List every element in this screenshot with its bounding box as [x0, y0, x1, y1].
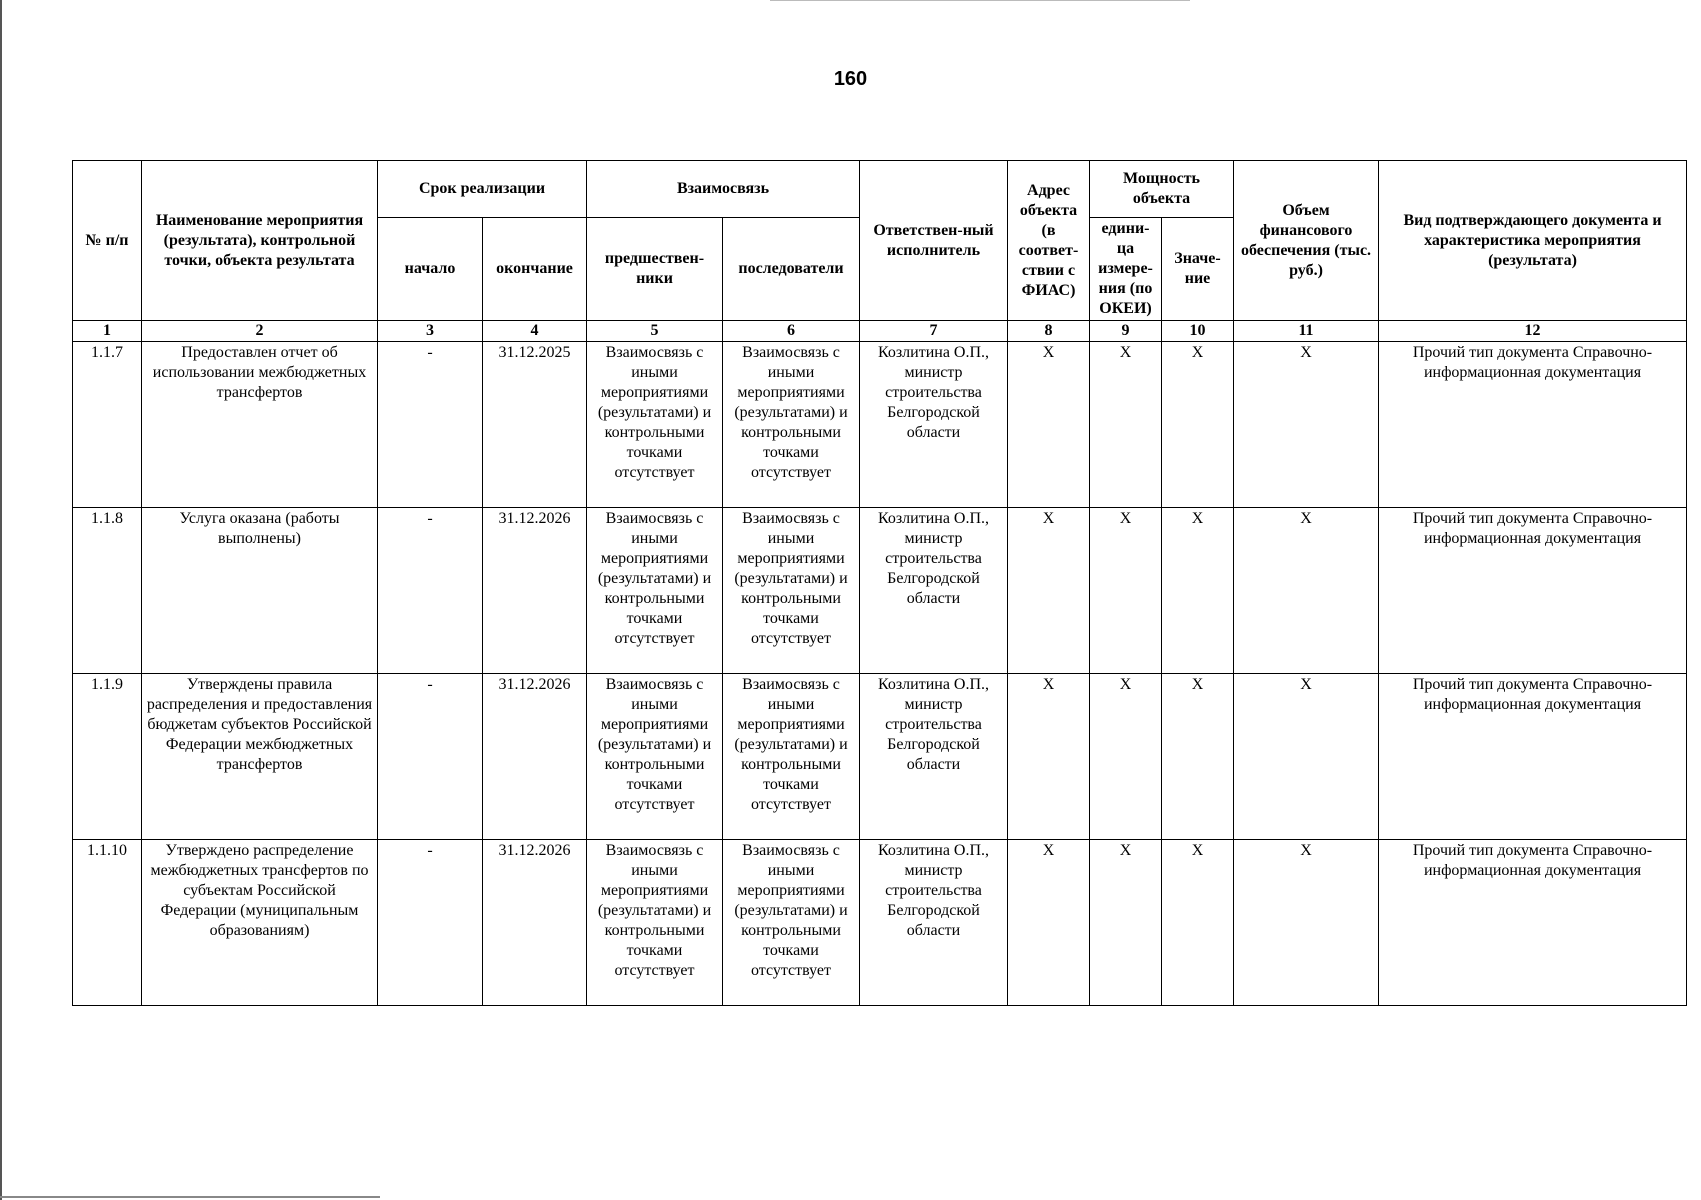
cell-name: Услуга оказана (работы выполнены) [142, 508, 378, 674]
cell-prev: Взаимосвязь с иными мероприятиями (результатами) и контрольными точками отсутствует [587, 342, 723, 508]
scan-edge-left [0, 0, 2, 1200]
cell-no: 1.1.9 [73, 674, 142, 840]
header-finance: Объем финансового обеспечения (тыс. руб.) [1234, 161, 1379, 321]
col-number: 5 [587, 321, 723, 342]
cell-unit: X [1090, 674, 1162, 840]
table-row [73, 342, 1687, 508]
cell-executor: Козлитина О.П., министр строительства Белгородской области [860, 674, 1008, 840]
cell-doc: Прочий тип документа Справочно-информационная документация [1379, 674, 1687, 840]
cell-value: X [1162, 674, 1234, 840]
cell-prev: Взаимосвязь с иными мероприятиями (результатами) и контрольными точками отсутствует [587, 674, 723, 840]
cell-start: - [378, 508, 483, 674]
cell-doc: Прочий тип документа Справочно-информационная документация [1379, 342, 1687, 508]
cell-next: Взаимосвязь с иными мероприятиями (результатами) и контрольными точками отсутствует [723, 840, 860, 1006]
cell-address: X [1008, 840, 1090, 1006]
cell-next: Взаимосвязь с иными мероприятиями (результатами) и контрольными точками отсутствует [723, 508, 860, 674]
header-capacity-group: Мощность объекта [1090, 161, 1234, 218]
col-number: 9 [1090, 321, 1162, 342]
cell-end: 31.12.2025 [483, 342, 587, 508]
cell-start: - [378, 342, 483, 508]
header-capacity-value: Значе-ние [1162, 218, 1234, 321]
header-term-end: окончание [483, 218, 587, 321]
cell-doc: Прочий тип документа Справочно-информационная документация [1379, 508, 1687, 674]
cell-unit: X [1090, 508, 1162, 674]
cell-start: - [378, 840, 483, 1006]
col-number: 6 [723, 321, 860, 342]
cell-value: X [1162, 840, 1234, 1006]
col-number: 1 [73, 321, 142, 342]
cell-unit: X [1090, 342, 1162, 508]
col-number: 4 [483, 321, 587, 342]
cell-no: 1.1.10 [73, 840, 142, 1006]
col-number: 2 [142, 321, 378, 342]
header-link-prev: предшествен-ники [587, 218, 723, 321]
col-number: 11 [1234, 321, 1379, 342]
col-number: 10 [1162, 321, 1234, 342]
header-term-start: начало [378, 218, 483, 321]
cell-doc: Прочий тип документа Справочно-информационная документация [1379, 840, 1687, 1006]
col-number: 3 [378, 321, 483, 342]
cell-start: - [378, 674, 483, 840]
table-row [73, 840, 1687, 1006]
cell-finance: X [1234, 840, 1379, 1006]
cell-executor: Козлитина О.П., министр строительства Белгородской области [860, 508, 1008, 674]
header-no: № п/п [73, 161, 142, 321]
cell-finance: X [1234, 342, 1379, 508]
cell-prev: Взаимосвязь с иными мероприятиями (результатами) и контрольными точками отсутствует [587, 840, 723, 1006]
col-number: 12 [1379, 321, 1687, 342]
cell-end: 31.12.2026 [483, 840, 587, 1006]
cell-name: Утверждены правила распределения и предоставления бюджетам субъектов Российской Федерации межбюджетных трансфертов [142, 674, 378, 840]
scan-edge-bottom [0, 1196, 380, 1198]
cell-end: 31.12.2026 [483, 674, 587, 840]
cell-address: X [1008, 342, 1090, 508]
column-number-row [73, 321, 1687, 342]
cell-next: Взаимосвязь с иными мероприятиями (результатами) и контрольными точками отсутствует [723, 674, 860, 840]
header-address: Адрес объекта (в соответ-ствии с ФИАС) [1008, 161, 1090, 321]
cell-next: Взаимосвязь с иными мероприятиями (результатами) и контрольными точками отсутствует [723, 342, 860, 508]
cell-executor: Козлитина О.П., министр строительства Белгородской области [860, 840, 1008, 1006]
header-term-group: Срок реализации [378, 161, 587, 218]
header-link-group: Взаимосвязь [587, 161, 860, 218]
col-number: 7 [860, 321, 1008, 342]
cell-finance: X [1234, 508, 1379, 674]
cell-finance: X [1234, 674, 1379, 840]
cell-value: X [1162, 342, 1234, 508]
header-row-1 [73, 161, 1687, 218]
cell-address: X [1008, 674, 1090, 840]
cell-value: X [1162, 508, 1234, 674]
cell-prev: Взаимосвязь с иными мероприятиями (результатами) и контрольными точками отсутствует [587, 508, 723, 674]
table-row [73, 674, 1687, 840]
header-capacity-unit: едини-ца измере-ния (по ОКЕИ) [1090, 218, 1162, 321]
page-number: 160 [833, 68, 868, 90]
cell-end: 31.12.2026 [483, 508, 587, 674]
cell-no: 1.1.8 [73, 508, 142, 674]
col-number: 8 [1008, 321, 1090, 342]
cell-address: X [1008, 508, 1090, 674]
cell-name: Предоставлен отчет об использовании межбюджетных трансфертов [142, 342, 378, 508]
cell-unit: X [1090, 840, 1162, 1006]
header-name: Наименование мероприятия (результата), контрольной точки, объекта результата [142, 161, 378, 321]
table-row [73, 508, 1687, 674]
header-link-next: последователи [723, 218, 860, 321]
header-doc: Вид подтверждающего документа и характеристика мероприятия (результата) [1379, 161, 1687, 321]
scan-edge-top [770, 0, 1190, 1]
cell-name: Утверждено распределение межбюджетных трансфертов по субъектам Российской Федерации (муниципальным образованиям) [142, 840, 378, 1006]
header-executor: Ответствен-ный исполнитель [860, 161, 1008, 321]
activities-table [72, 160, 1687, 1006]
cell-no: 1.1.7 [73, 342, 142, 508]
cell-executor: Козлитина О.П., министр строительства Белгородской области [860, 342, 1008, 508]
